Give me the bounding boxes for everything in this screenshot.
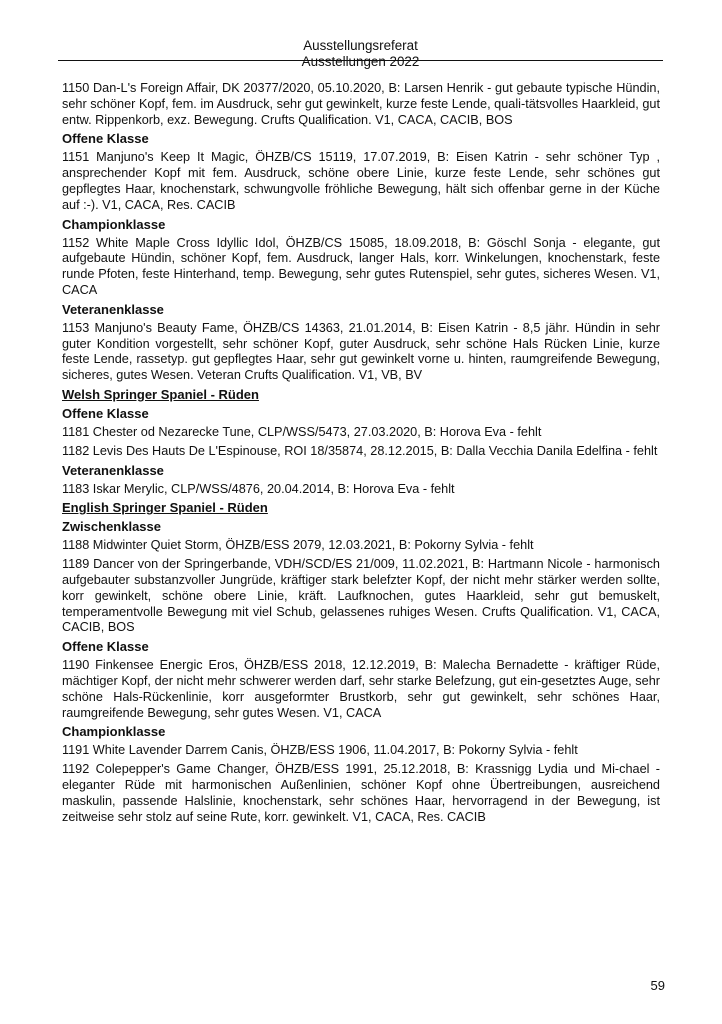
entry-1190: 1190 Finkensee Energic Eros, ÖHZB/ESS 2018, 12.12.2019, B: Malecha Bernadette - kräftiger Rüde, mächtiger Kopf, der nicht mehr schwerer werden darf, sehr starke Belefzung, gut ein-gesetztes Auge, sehr schöne Hals-Rückenlinie, korr ausgeformter Brustkorb, sehr gut gewinkelt, sehr schönes Haar, raumgreifende Bewegung, sehr gutes Wesen. V1, CACA <box>62 658 660 720</box>
header-subtitle: Ausstellungen 2022 <box>301 54 420 69</box>
page-number: 59 <box>650 978 665 993</box>
entry-1188: 1188 Midwinter Quiet Storm, ÖHZB/ESS 2079, 12.03.2021, B: Pokorny Sylvia - fehlt <box>62 538 534 553</box>
class-heading-offene-klasse: Offene Klasse <box>62 405 149 421</box>
entry-1189: 1189 Dancer von der Springerbande, VDH/SCD/ES 21/009, 11.02.2021, B: Hartmann Nicole - harmonisch aufgebauter substanzvoller Jungrüde, kräftiger stark belefzter Kopf, der nicht mehr stärker werden sollte, korr gewinkelt, schöne obere Linie, kräft. Laufknochen, gutes Haarkleid, sehr gut bemuskelt, temperamentvolle Bewegung mit viel Schub, gelassenes ruhiges Wesen. Crufts Qualification. V1, CACA, CACIB, BOS <box>62 557 660 635</box>
entry-1183: 1183 Iskar Merylic, CLP/WSS/4876, 20.04.2014, B: Horova Eva - fehlt <box>62 481 455 496</box>
class-heading-championklasse: Championklasse <box>62 216 166 232</box>
entry-1191: 1191 White Lavender Darrem Canis, ÖHZB/ESS 1906, 11.04.2017, B: Pokorny Sylvia - fehlt <box>62 743 578 758</box>
class-heading-veteranenklasse: Veteranenklasse <box>62 462 164 478</box>
class-heading-championklasse: Championklasse <box>62 724 166 740</box>
entry-1152: 1152 White Maple Cross Idyllic Idol, ÖHZB/CS 15085, 18.09.2018, B: Göschl Sonja - elegante, gut aufgebaute Hündin, schöner Kopf, fem. Ausdruck, langer Hals, korr. Winkelungen, knochenstark, feste runde Pfoten, feste Hinterhand, temp. Bewegung, sehr gutes Rutenspiel, sehr gutes, sicheres Wesen. V1, CACA <box>62 235 660 297</box>
breed-heading-english-springer: English Springer Spaniel - Rüden <box>62 500 268 516</box>
entry-1153: 1153 Manjuno's Beauty Fame, ÖHZB/CS 14363, 21.01.2014, B: Eisen Katrin - 8,5 jähr. Hündin in sehr guter Kondition vorgestellt, sehr schöner Kopf, guter Ausdruck, sehr schöne Hals Rücken Linie, kurze feste Lende, rassetyp. gut gepflegtes Haar, sehr gut gewinkelt vorne u. hinten, raumgreifende Bewegung, sicheres, gutes Wesen. Veteran Crufts Qualification. V1, VB, BV <box>62 320 660 383</box>
class-heading-offene-klasse: Offene Klasse <box>62 639 149 655</box>
class-heading-veteranenklasse: Veteranenklasse <box>62 301 164 317</box>
class-heading-zwischenklasse: Zwischenklasse <box>62 519 161 535</box>
header-rule <box>58 60 663 61</box>
entry-1151: 1151 Manjuno's Keep It Magic, ÖHZB/CS 15119, 17.07.2019, B: Eisen Katrin - sehr schöner Typ , ansprechender Kopf mit fem. Ausdruck, schöne obere Linie, kurze feste Lende, sehr schönes gut gepflegtes Haar, knochenstark, schwungvolle fröhliche Bewegung, hält sich offenbar gerne in der Küche auf :-). V1, CACA, Res. CACIB <box>62 150 660 212</box>
class-heading-offene-klasse: Offene Klasse <box>62 131 149 147</box>
header-title: Ausstellungsreferat <box>303 38 418 53</box>
breed-heading-welsh-springer: Welsh Springer Spaniel - Rüden <box>62 386 259 402</box>
entry-1182: 1182 Levis Des Hauts De L'Espinouse, ROI 18/35874, 28.12.2015, B: Dalla Vecchia Danila Edelfina - fehlt <box>62 443 658 458</box>
page-header <box>58 38 663 70</box>
entry-1181: 1181 Chester od Nezarecke Tune, CLP/WSS/5473, 27.03.2020, B: Horova Eva - fehlt <box>62 424 542 439</box>
page-content <box>62 81 660 828</box>
entry-1150: 1150 Dan-L's Foreign Affair, DK 20377/2020, 05.10.2020, B: Larsen Henrik - gut gebaute typische Hündin, sehr schöner Kopf, fem. im Ausdruck, sehr gut gewinkelt, kurze feste Lende, quali-tätsvolles Haarkleid, gut entw. Rippenkorb, exz. Bewegung. Crufts Qualification. V1, CACA, CACIB, BOS <box>62 81 660 127</box>
entry-1192: 1192 Colepepper's Game Changer, ÖHZB/ESS 1991, 25.12.2018, B: Krassnigg Lydia und Mi-chael - eleganter Rüde mit harmonischen Außenlinien, schöner Kopf ohne Übertreibungen, ausreichend maskulin, passende Halslinie, knochenstark, sehr schönes Haar, hervorragend in der Bewegung, ist zeitweise sehr stolz auf seine Rute, korr. gewinkelt. V1, CACA, Res. CACIB <box>62 762 660 824</box>
